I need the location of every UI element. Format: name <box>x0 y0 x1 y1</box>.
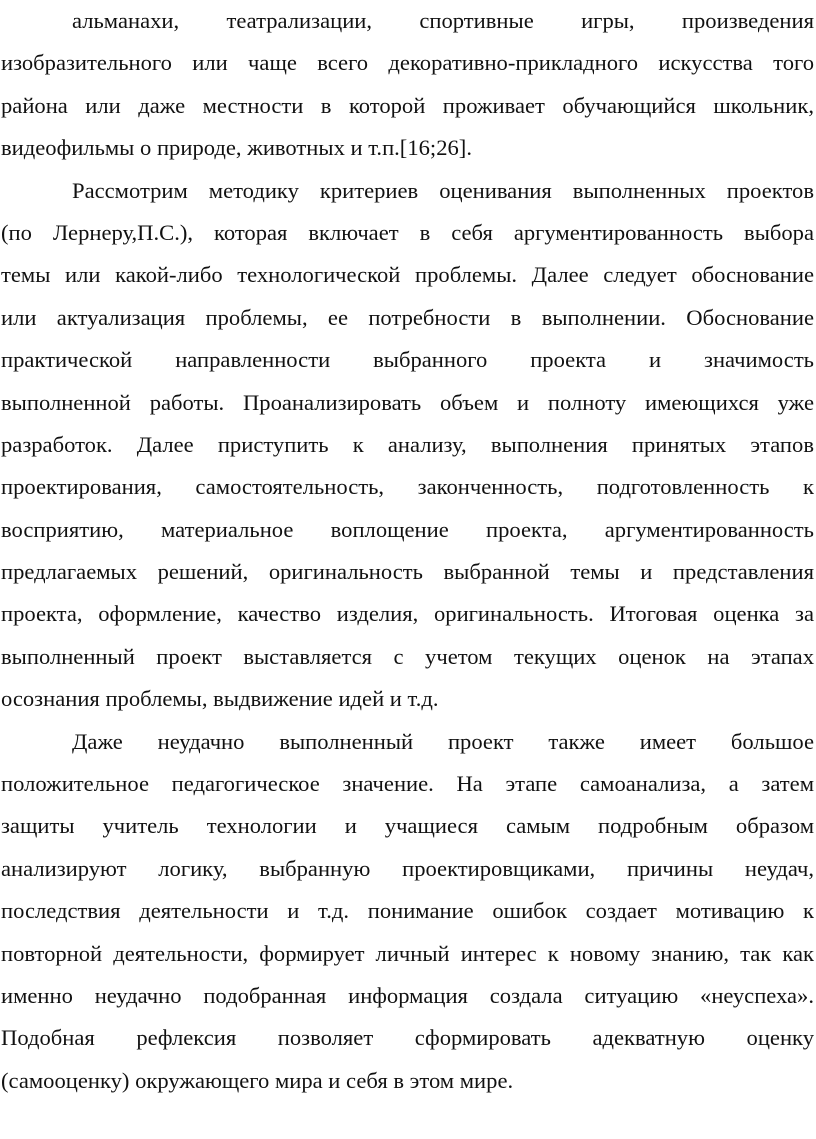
text-line: Рассмотрим методику критериев оценивания выполненных проектов <box>72 177 814 203</box>
text-line: проектирования, самостоятельность, законченность, подготовленность к <box>1 474 814 500</box>
text-line: последствия деятельности и т.д. понимание ошибок создает мотивацию к <box>1 898 814 924</box>
text-line: или актуализация проблемы, ее потребности в выполнении. Обоснование <box>1 304 814 330</box>
text-line: (по Лернеру,П.С.), которая включает в себя аргументированность выбора <box>1 219 814 245</box>
text-line: положительное педагогическое значение. На этапе самоанализа, а затем <box>1 771 814 797</box>
text-line: проекта, оформление, качество изделия, оригинальность. Итоговая оценка за <box>1 601 814 627</box>
text-line: защиты учитель технологии и учащиеся самым подробным образом <box>1 813 814 839</box>
text-line: альманахи, театрализации, спортивные игры, произведения <box>72 8 814 33</box>
text-line: изобразительного или чаще всего декоративно-прикладного искусства того <box>1 50 814 76</box>
text-line: выполненный проект выставляется с учетом текущих оценок на этапах <box>1 643 814 669</box>
text-line: предлагаемых решений, оригинальность выбранной темы и представления <box>1 559 814 585</box>
text-line: выполненной работы. Проанализировать объем и полноту имеющихся уже <box>1 389 814 415</box>
text-line: видеофильмы о природе, животных и т.п.[16;26]. <box>1 135 472 161</box>
text-line: района или даже местности в которой проживает обучающийся школьник, <box>1 92 814 118</box>
body-text <box>1 0 814 1102</box>
text-line: (самооценку) окружающего мира и себя в этом мире. <box>1 1067 514 1093</box>
paragraph-2 <box>1 170 814 721</box>
text-line: Даже неудачно выполненный проект также имеет большое <box>72 728 814 754</box>
text-line: темы или какой-либо технологической проблемы. Далее следует обоснование <box>1 262 814 288</box>
text-line: восприятию, материальное воплощение проекта, аргументированность <box>1 516 814 542</box>
paragraph-3 <box>1 721 814 1103</box>
paragraph-1 <box>1 0 814 170</box>
text-line: повторной деятельности, формирует личный интерес к новому знанию, так как <box>1 940 814 966</box>
text-line: практической направленности выбранного проекта и значимость <box>1 347 814 373</box>
text-line: анализируют логику, выбранную проектировщиками, причины неудач, <box>1 855 814 881</box>
text-line: именно неудачно подобранная информация создала ситуацию «неуспеха». <box>1 982 814 1008</box>
text-line: разработок. Далее приступить к анализу, выполнения принятых этапов <box>1 431 814 457</box>
text-line: Подобная рефлексия позволяет сформировать адекватную оценку <box>1 1025 814 1051</box>
text-line: осознания проблемы, выдвижение идей и т.д. <box>1 686 439 712</box>
